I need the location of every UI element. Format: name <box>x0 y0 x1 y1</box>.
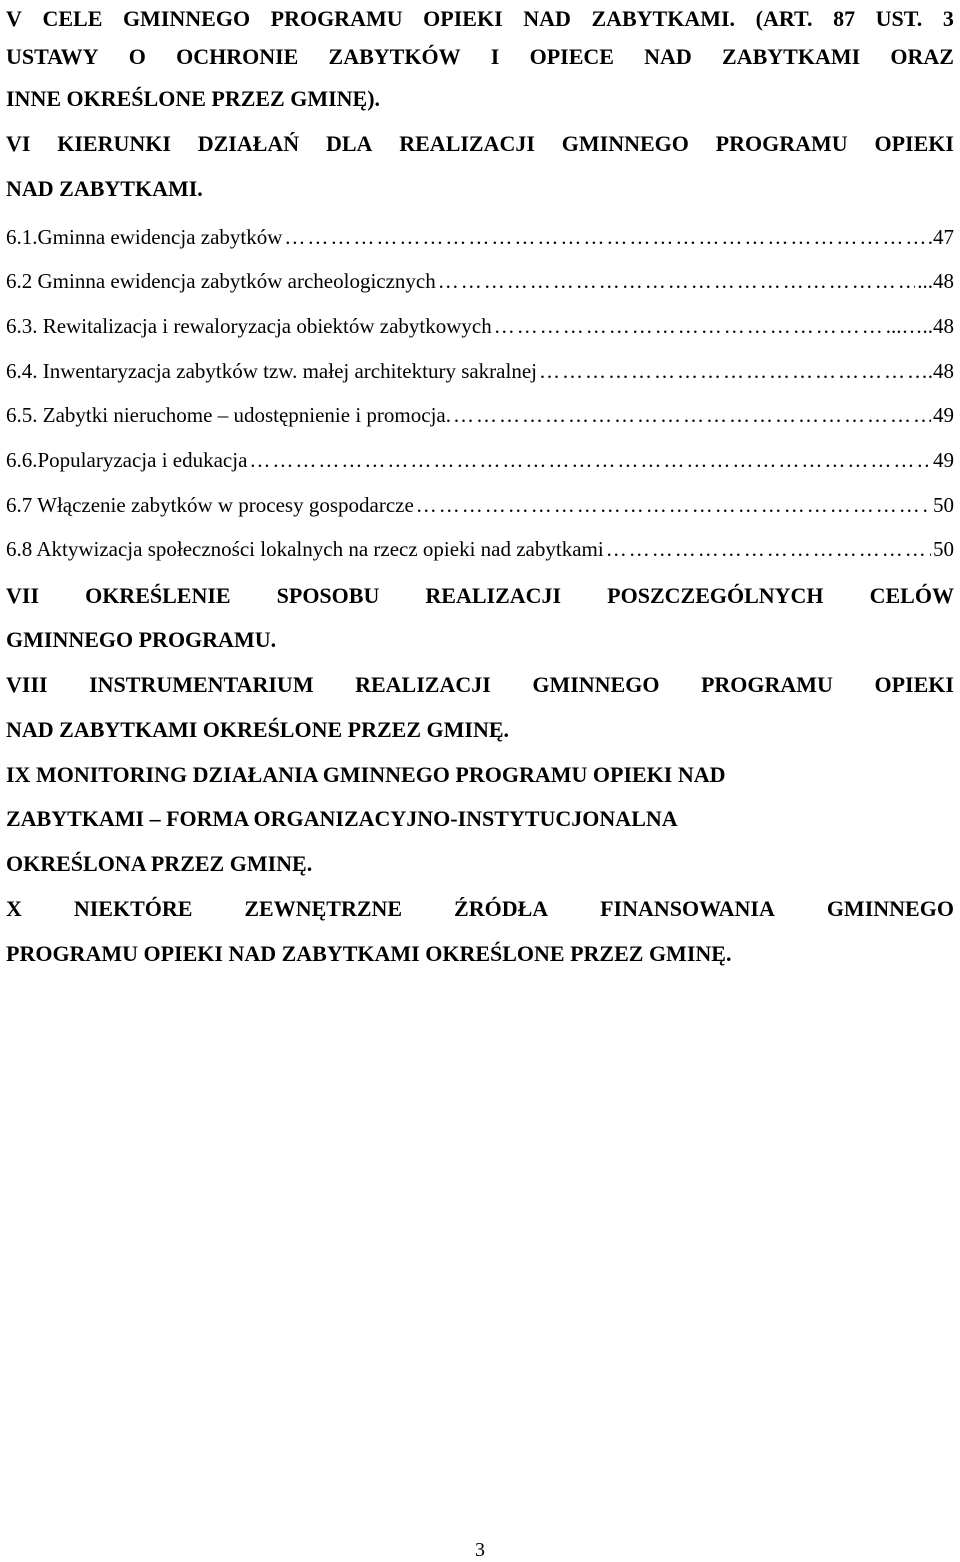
toc-entry-title: 6.8 Aktywizacja społeczności lokalnych na rzecz opieki nad zabytkami <box>6 537 604 561</box>
page-number: 3 <box>475 1539 485 1561</box>
section-ix-heading-line-1: IX MONITORING DZIAŁANIA GMINNEGO PROGRAMU OPIEKI NAD <box>6 762 726 787</box>
heading-word: KIERUNKI <box>57 131 171 156</box>
heading-word: PROGRAMU <box>715 131 848 156</box>
toc-entry[interactable] <box>6 397 954 433</box>
heading-word: X <box>6 896 22 921</box>
toc-leader-dots <box>539 353 926 389</box>
toc-entry[interactable] <box>6 487 954 523</box>
heading-word: OPIECE <box>529 44 614 69</box>
heading-word: DZIAŁAŃ <box>197 131 300 156</box>
section-vii-heading-line-2: GMINNEGO PROGRAMU. <box>6 627 277 652</box>
heading-word: PROGRAMU <box>270 6 403 31</box>
heading-word: REALIZACJI <box>355 672 491 697</box>
toc-entry[interactable] <box>6 442 954 478</box>
heading-word: REALIZACJI <box>425 583 562 608</box>
heading-word: 87 <box>833 6 856 31</box>
section-v-heading-line-1 <box>6 1 954 37</box>
toc-entry-page: 49 <box>933 448 954 472</box>
toc-leader-dots <box>284 219 925 255</box>
toc-entry-title: 6.7 Włączenie zabytków w procesy gospodarcze <box>6 493 414 517</box>
toc-entry-title: 6.6.Popularyzacja i edukacja <box>6 448 248 472</box>
heading-word: OPIEKI <box>874 131 954 156</box>
heading-word: OCHRONIE <box>176 44 299 69</box>
toc-entry-title: 6.1.Gminna ewidencja zabytków <box>6 225 283 249</box>
heading-word: SPOSOBU <box>276 583 380 608</box>
heading-word: OKREŚLENIE <box>85 583 231 608</box>
section-v-heading-line-2 <box>6 39 954 75</box>
toc-entry-page: 49 <box>933 403 954 427</box>
toc-leader-dots <box>606 531 931 567</box>
heading-word: UST. <box>875 6 923 31</box>
toc-entry[interactable] <box>6 308 954 344</box>
toc-entry[interactable] <box>6 531 954 567</box>
heading-word: NIEKTÓRE <box>73 896 193 921</box>
toc-leader-dots <box>453 397 931 433</box>
heading-word: V <box>6 6 22 31</box>
toc-entry-page: ...48 <box>917 269 954 293</box>
heading-word: ŹRÓDŁA <box>454 896 549 921</box>
heading-word: PROGRAMU <box>700 672 833 697</box>
heading-word: OPIEKI <box>423 6 503 31</box>
heading-word: USTAWY <box>6 44 99 69</box>
toc-entry-title: 6.4. Inwentaryzacja zabytków tzw. małej architektury sakralnej <box>6 359 537 383</box>
toc-entry[interactable] <box>6 219 954 255</box>
heading-word: NAD <box>523 6 571 31</box>
toc-entry-page: 50 <box>933 537 954 561</box>
section-x-heading-line-1 <box>6 891 954 927</box>
toc-leader-dots <box>438 263 915 299</box>
heading-word: GMINNEGO <box>122 6 251 31</box>
section-vii-heading-line-1 <box>6 578 954 614</box>
heading-word: CELE <box>42 6 103 31</box>
heading-word: VIII <box>6 672 48 697</box>
toc-entry-title: 6.3. Rewitalizacja i rewaloryzacja obiektów zabytkowych <box>6 314 492 338</box>
heading-word: OPIEKI <box>874 672 954 697</box>
toc-leader-dots <box>416 487 931 523</box>
toc-leader-dots <box>249 442 931 478</box>
heading-word: FINANSOWANIA <box>600 896 775 921</box>
heading-word: POSZCZEGÓLNYCH <box>607 583 824 608</box>
heading-word: ZABYTKÓW <box>328 44 461 69</box>
heading-word: DLA <box>326 131 373 156</box>
toc-entry[interactable] <box>6 353 954 389</box>
heading-word: CELÓW <box>869 583 954 608</box>
toc-entry-page: ...…..48 <box>885 314 954 338</box>
heading-word: ZABYTKAMI. <box>591 6 736 31</box>
toc-entry-page: .47 <box>927 225 954 249</box>
heading-word: ZEWNĘTRZNE <box>244 896 403 921</box>
heading-word: GMINNEGO <box>532 672 660 697</box>
toc-entry[interactable] <box>6 263 954 299</box>
heading-word: GMINNEGO <box>826 896 954 921</box>
heading-word: ORAZ <box>890 44 954 69</box>
section-x-heading-line-2: PROGRAMU OPIEKI NAD ZABYTKAMI OKREŚLONE PRZEZ GMINĘ. <box>6 941 732 966</box>
toc-entry-page: .48 <box>927 359 954 383</box>
section-ix-heading-line-2: ZABYTKAMI – FORMA ORGANIZACYJNO-INSTYTUCJONALNA <box>6 806 678 831</box>
toc-leader-dots <box>494 308 884 344</box>
section-vi-heading-line-2: NAD ZABYTKAMI. <box>6 176 203 201</box>
toc-entry-title: 6.5. Zabytki nieruchome – udostępnienie i promocja. <box>6 403 451 427</box>
toc-entry-page: 50 <box>933 493 954 517</box>
section-viii-heading-line-1 <box>6 667 954 703</box>
section-ix-heading-line-3: OKREŚLONA PRZEZ GMINĘ. <box>6 851 313 876</box>
heading-word: O <box>128 44 146 69</box>
toc-entry-title: 6.2 Gminna ewidencja zabytków archeologicznych <box>6 269 436 293</box>
heading-word: (ART. <box>755 6 813 31</box>
heading-word: VII <box>6 583 40 608</box>
heading-word: NAD <box>644 44 692 69</box>
section-viii-heading-line-2: NAD ZABYTKAMI OKREŚLONE PRZEZ GMINĘ. <box>6 717 510 742</box>
heading-word: I <box>490 44 500 69</box>
section-vi-heading-line-1 <box>6 126 954 162</box>
heading-word: 3 <box>942 6 954 31</box>
section-v-heading-line-3: INNE OKREŚLONE PRZEZ GMINĘ). <box>6 86 381 111</box>
heading-word: GMINNEGO <box>561 131 689 156</box>
heading-word: ZABYTKAMI <box>722 44 861 69</box>
heading-word: REALIZACJI <box>399 131 535 156</box>
heading-word: VI <box>6 131 31 156</box>
heading-word: INSTRUMENTARIUM <box>89 672 314 697</box>
